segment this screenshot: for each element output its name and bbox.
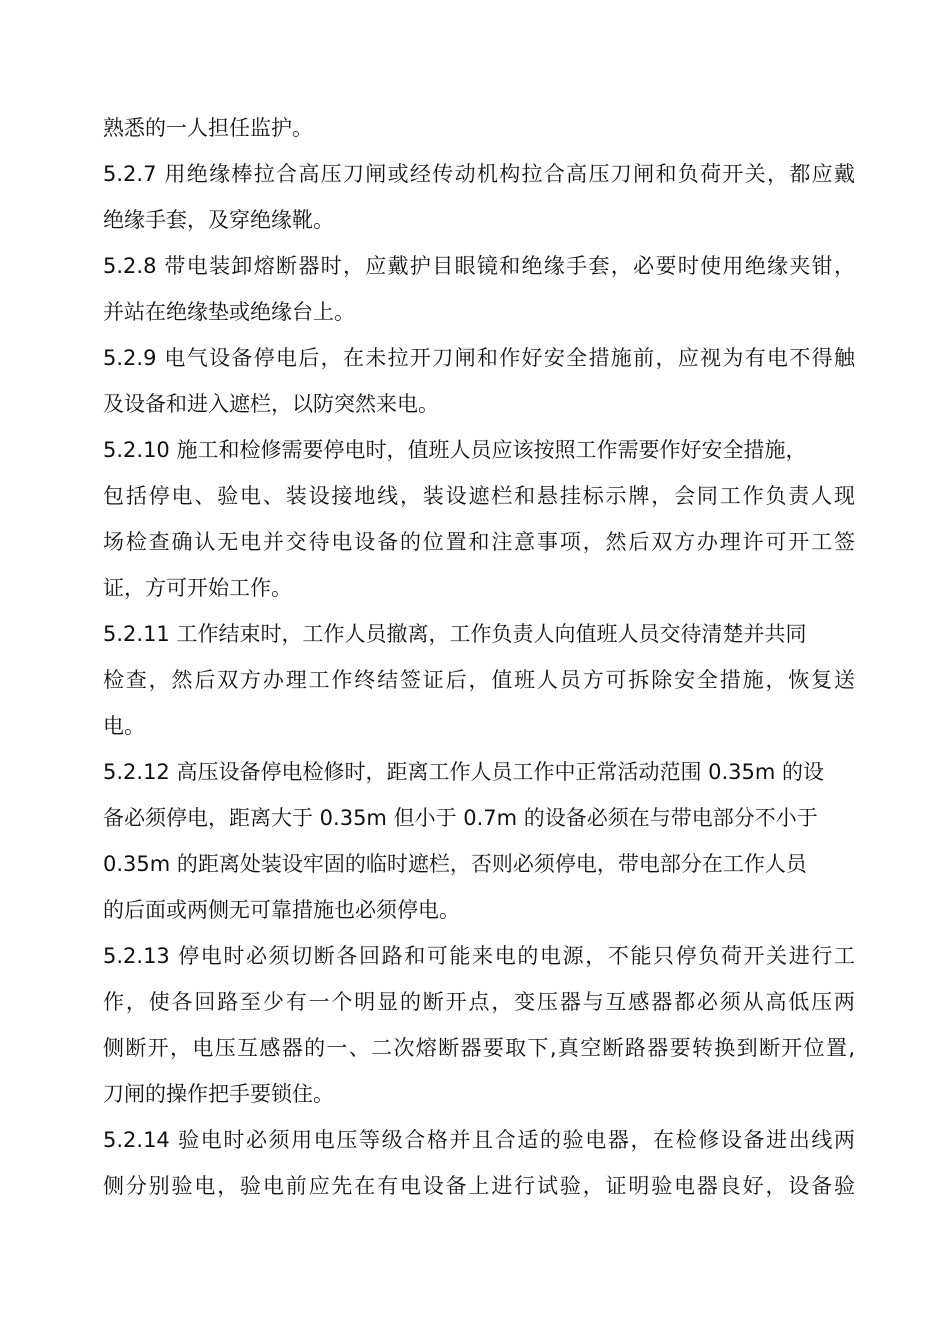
text-line-20: 作，使各回路至少有一个明显的断开点，变压器与互感器都必须从高低压两 bbox=[103, 990, 855, 1014]
text-line-5: 并站在绝缘垫或绝缘台上。 bbox=[103, 300, 355, 324]
text-line-15: 5.2.12 高压设备停电检修时，距离工作人员工作中正常活动范围 0.35m 的设 bbox=[103, 760, 825, 784]
text-line-3: 绝缘手套，及穿绝缘靴。 bbox=[103, 208, 334, 232]
text-line-8: 5.2.10 施工和检修需要停电时，值班人员应该按照工作需要作好安全措施， bbox=[103, 438, 807, 462]
text-line-14: 电。 bbox=[103, 714, 145, 738]
text-line-10: 场检查确认无电并交待电设备的位置和注意事项，然后双方办理许可开工签 bbox=[103, 530, 855, 554]
text-line-6: 5.2.9 电气设备停电后，在未拉开刀闸和作好安全措施前，应视为有电不得触 bbox=[103, 346, 855, 370]
document-page bbox=[103, 108, 855, 1212]
text-line-7: 及设备和进入遮栏，以防突然来电。 bbox=[103, 392, 439, 416]
text-line-22: 刀闸的操作把手要锁住。 bbox=[103, 1082, 334, 1106]
text-line-12: 5.2.11 工作结束时，工作人员撤离，工作负责人向值班人员交待清楚并共同 bbox=[103, 622, 807, 646]
text-line-2: 5.2.7 用绝缘棒拉合高压刀闸或经传动机构拉合高压刀闸和负荷开关，都应戴 bbox=[103, 162, 855, 186]
text-line-21: 侧断开，电压互感器的一、二次熔断器要取下,真空断路器要转换到断开位置, bbox=[103, 1036, 855, 1060]
text-line-18: 的后面或两侧无可靠措施也必须停电。 bbox=[103, 898, 460, 922]
text-line-4: 5.2.8 带电装卸熔断器时，应戴护目眼镜和绝缘手套，必要时使用绝缘夹钳， bbox=[103, 254, 855, 278]
text-line-16: 备必须停电，距离大于 0.35m 但小于 0.7m 的设备必须在与带电部分不小于 bbox=[103, 806, 818, 830]
text-line-11: 证，方可开始工作。 bbox=[103, 576, 292, 600]
text-line-19: 5.2.13 停电时必须切断各回路和可能来电的电源，不能只停负荷开关进行工 bbox=[103, 944, 855, 968]
text-line-24: 侧分别验电，验电前应先在有电设备上进行试验，证明验电器良好，设备验 bbox=[103, 1174, 855, 1198]
text-line-17: 0.35m 的距离处装设牢固的临时遮栏，否则必须停电，带电部分在工作人员 bbox=[103, 852, 807, 876]
text-line-9: 包括停电、验电、装设接地线，装设遮栏和悬挂标示牌，会同工作负责人现 bbox=[103, 484, 855, 508]
text-line-13: 检查，然后双方办理工作终结签证后，值班人员方可拆除安全措施，恢复送 bbox=[103, 668, 855, 692]
text-line-23: 5.2.14 验电时必须用电压等级合格并且合适的验电器，在检修设备进出线两 bbox=[103, 1128, 855, 1152]
text-line-1: 熟悉的一人担任监护。 bbox=[103, 116, 313, 140]
